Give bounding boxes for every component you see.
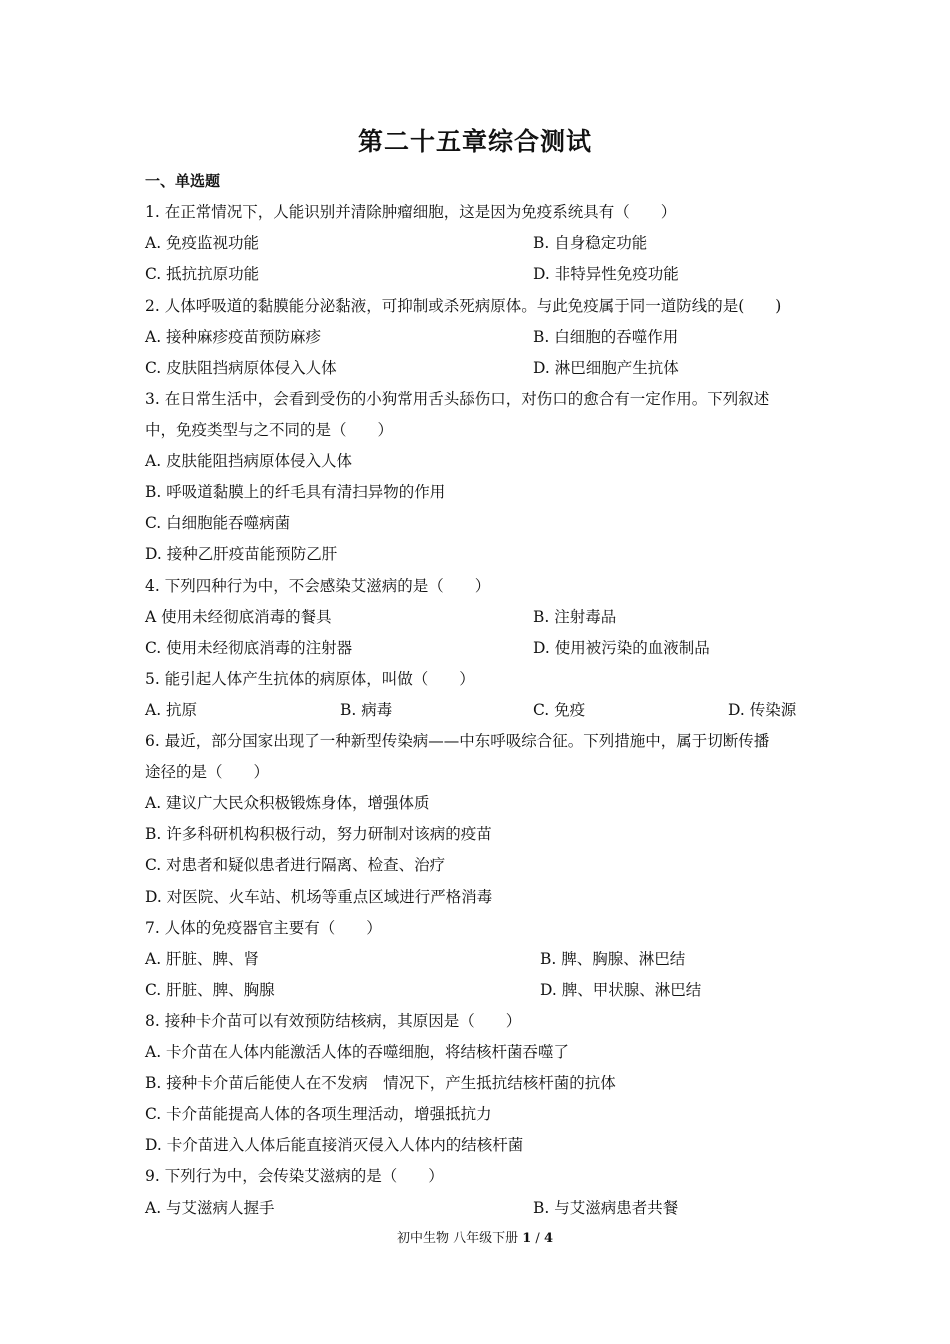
q1-option-c: C. 抵抗抗原功能	[145, 265, 260, 283]
q8-option-a: A. 卡介苗在人体内能激活人体的吞噬细胞，将结核杆菌吞噬了	[145, 1043, 570, 1061]
q5-option-b: B. 病毒	[340, 701, 393, 719]
q2-option-b: B. 白细胞的吞噬作用	[533, 328, 679, 346]
q5-option-a: A. 抗原	[145, 701, 198, 719]
q4-option-a: A 使用未经彻底消毒的餐具	[145, 608, 332, 626]
q4-option-d: D. 使用被污染的血液制品	[533, 639, 710, 657]
q5-option-d: D. 传染源	[728, 701, 797, 719]
q6-option-b: B. 许多科研机构积极行动，努力研制对该病的疫苗	[145, 825, 492, 843]
q2-stem: 2. 人体呼吸道的黏膜能分泌黏液，可抑制或杀死病原体。与此免疫属于同一道防线的是( )	[145, 297, 782, 315]
q6-stem-line1: 6. 最近，部分国家出现了一种新型传染病——中东呼吸综合征。下列措施中，属于切断传播	[145, 732, 770, 750]
q7-option-b: B. 脾、胸腺、淋巴结	[540, 950, 686, 968]
q5-option-c: C. 免疫	[533, 701, 586, 719]
q7-option-c: C. 肝脏、脾、胸腺	[145, 981, 275, 999]
q3-option-c: C. 白细胞能吞噬病菌	[145, 514, 291, 532]
q9-option-b: B. 与艾滋病患者共餐	[533, 1199, 679, 1217]
q9-option-a: A. 与艾滋病人握手	[145, 1199, 275, 1217]
q3-stem-line2: 中，免疫类型与之不同的是（ ）	[145, 421, 394, 439]
q3-stem-line1: 3. 在日常生活中，会看到受伤的小狗常用舌头舔伤口，对伤口的愈合有一定作用。下列叙述	[145, 390, 770, 408]
footer-page-total: 4	[543, 1231, 553, 1246]
footer-text: 初中生物 八年级下册	[396, 1231, 523, 1246]
footer-separator: /	[531, 1231, 544, 1246]
q3-option-d: D. 接种乙肝疫苗能预防乙肝	[145, 545, 338, 563]
q2-option-c: C. 皮肤阻挡病原体侵入人体	[145, 359, 337, 377]
q1-stem: 1. 在正常情况下，人能识别并清除肿瘤细胞，这是因为免疫系统具有（ ）	[145, 203, 677, 221]
q8-stem: 8. 接种卡介苗可以有效预防结核病，其原因是（ ）	[145, 1012, 522, 1030]
q9-stem: 9. 下列行为中，会传染艾滋病的是（ ）	[145, 1167, 444, 1185]
q8-option-d: D. 卡介苗进入人体后能直接消灭侵入人体内的结核杆菌	[145, 1136, 524, 1154]
q6-option-a: A. 建议广大民众积极锻炼身体，增强体质	[145, 794, 430, 812]
footer-page-number: 1	[522, 1231, 532, 1246]
q1-option-a: A. 免疫监视功能	[145, 234, 260, 252]
q4-option-b: B. 注射毒品	[533, 608, 617, 626]
q6-option-c: C. 对患者和疑似患者进行隔离、检查、治疗	[145, 856, 446, 874]
q5-stem: 5. 能引起人体产生抗体的病原体，叫做（ ）	[145, 670, 475, 688]
q7-option-d: D. 脾、甲状腺、淋巴结	[540, 981, 702, 999]
q7-option-a: A. 肝脏、脾、肾	[145, 950, 260, 968]
q8-option-b: B. 接种卡介苗后能使人在不发病 情况下，产生抵抗结核杆菌的抗体	[145, 1074, 616, 1092]
q2-option-d: D. 淋巴细胞产生抗体	[533, 359, 679, 377]
page-footer	[0, 1227, 950, 1246]
q4-stem: 4. 下列四种行为中，不会感染艾滋病的是（ ）	[145, 577, 491, 595]
q3-option-b: B. 呼吸道黏膜上的纤毛具有清扫异物的作用	[145, 483, 446, 501]
q3-option-a: A. 皮肤能阻挡病原体侵入人体	[145, 452, 353, 470]
section-heading: 一、单选题	[145, 172, 221, 190]
q7-stem: 7. 人体的免疫器官主要有（ ）	[145, 919, 382, 937]
q2-option-a: A. 接种麻疹疫苗预防麻疹	[145, 328, 322, 346]
q6-option-d: D. 对医院、火车站、机场等重点区域进行严格消毒	[145, 888, 493, 906]
q8-option-c: C. 卡介苗能提高人体的各项生理活动，增强抵抗力	[145, 1105, 492, 1123]
q6-stem-line2: 途径的是（ ）	[145, 763, 270, 781]
page-title: 第二十五章综合测试	[357, 127, 592, 156]
q1-option-d: D. 非特异性免疫功能	[533, 265, 679, 283]
q1-option-b: B. 自身稳定功能	[533, 234, 648, 252]
q4-option-c: C. 使用未经彻底消毒的注射器	[145, 639, 353, 657]
